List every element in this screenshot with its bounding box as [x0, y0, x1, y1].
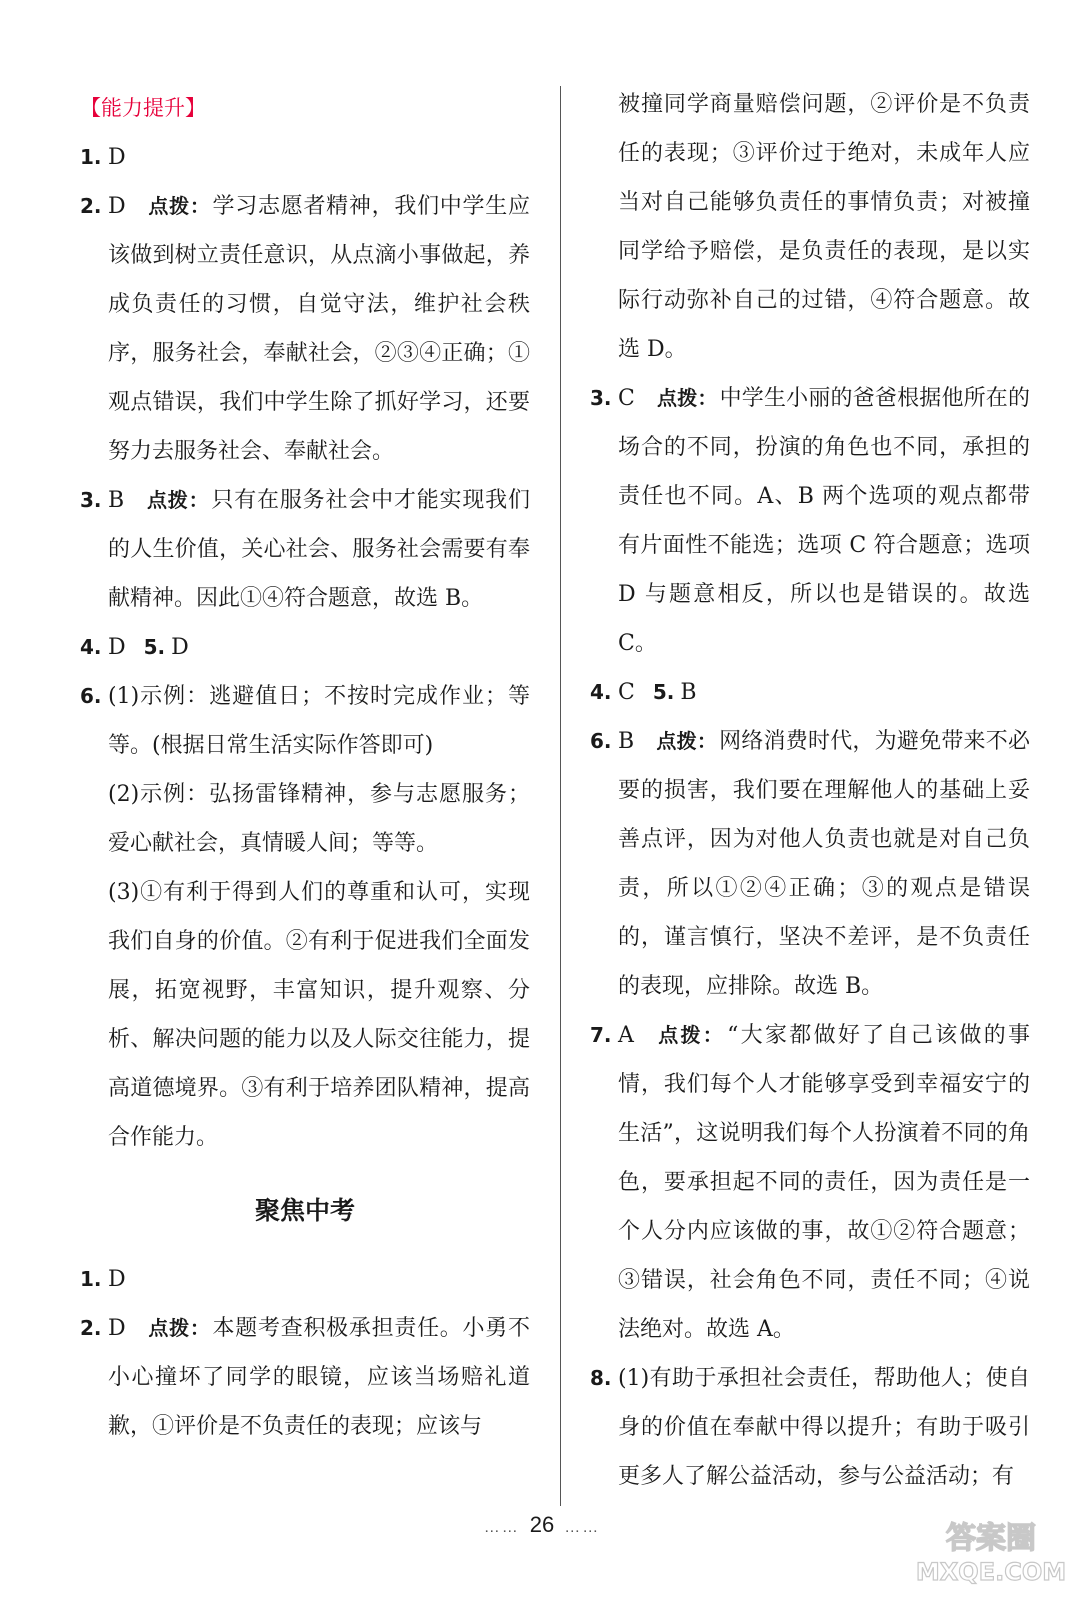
- item-number: 6.: [80, 684, 102, 708]
- item-answer: B: [680, 680, 697, 705]
- answer-item: [590, 1011, 1030, 1354]
- item-number: 4.: [590, 680, 612, 704]
- item-answer: D: [108, 635, 126, 660]
- item-explanation: 本题考查积极承担责任。小勇不小心撞坏了同学的眼镜，应该当场赔礼道歉，①评价是不负责任的表现；应该与: [108, 1316, 530, 1439]
- footer-dots-right: ……: [564, 1519, 601, 1536]
- item-explanation: (1)示例：逃避值日；不按时完成作业；等等。(根据日常生活实际作答即可): [108, 684, 530, 758]
- answer-item: [80, 1255, 530, 1304]
- tip-label: 点拨：: [656, 729, 718, 753]
- item-answer: C: [618, 386, 635, 411]
- item-answer: D: [171, 635, 189, 660]
- item-explanation: “大家都做好了自己该做的事情，我们每个人才能够享受到幸福安宁的生活”，这说明我们每个人扮演着不同的角色，要承担起不同的责任，因为责任是一个人分内应该做的事，故①②符合题意；③错误，社会角色不同，责任不同；④说法绝对。故选 A。: [618, 1023, 1031, 1342]
- page-number: 26: [529, 1512, 555, 1537]
- item-number: 2.: [80, 194, 102, 218]
- section-heading-ability: 【能力提升】: [80, 96, 206, 120]
- right-column: [590, 80, 1030, 1501]
- item-answer: D: [108, 1316, 126, 1341]
- item-number: 4.: [80, 635, 102, 659]
- item-number: 3.: [590, 386, 612, 410]
- item-answer: C: [618, 680, 635, 705]
- tip-label: 点拨：: [656, 386, 718, 410]
- tip-label: 点拨：: [146, 488, 210, 512]
- answer-continuation: 被撞同学商量赔偿问题，②评价是不负责任的表现；③评价过于绝对，未成年人应当对自己能够负责任的事情负责；对被撞同学给予赔偿，是负责任的表现，是以实际行动弥补自己的过错，④符合题意。故选 D。: [618, 92, 1030, 362]
- left-column: [80, 84, 530, 1451]
- item-number: 8.: [590, 1366, 612, 1390]
- answer-item: [80, 623, 530, 672]
- answer-item: [80, 1304, 530, 1451]
- answer-item: [590, 374, 1030, 668]
- item-explanation: 学习志愿者精神，我们中学生应该做到树立责任意识，从点滴小事做起，养成负责任的习惯，自觉守法，维护社会秩序，服务社会，奉献社会，②③④正确；①观点错误，我们中学生除了抓好学习，还要努力去服务社会、奉献社会。: [108, 194, 530, 464]
- item-explanation: 网络消费时代，为避免带来不必要的损害，我们要在理解他人的基础上妥善点评，因为对他人负责也就是对自己负责，所以①②④正确；③的观点是错误的，谨言慎行，坚决不差评，是不负责任的表现，应排除。故选 B。: [618, 729, 1030, 999]
- item-explanation: 中学生小丽的爸爸根据他所在的场合的不同，扮演的角色也不同，承担的责任也不同。A、B 两个选项的观点都带有片面性不能选；选项 C 符合题意；选项 D 与题意相反，所以也是错误的。故选 C。: [618, 386, 1030, 656]
- item-explanation: 只有在服务社会中才能实现我们的人生价值，关心社会、服务社会需要有奉献精神。因此①④符合题意，故选 B。: [108, 488, 530, 611]
- item-answer: D: [108, 194, 126, 219]
- answer-item: [590, 668, 1030, 717]
- item-number: 1.: [80, 145, 102, 169]
- tip-label: 点拨：: [655, 1023, 726, 1047]
- tip-label: 点拨：: [147, 1316, 211, 1340]
- item-number: 6.: [590, 729, 612, 753]
- item-answer: B: [108, 488, 125, 513]
- column-divider: [560, 86, 561, 1506]
- item-number: 5.: [652, 680, 675, 704]
- watermark-text-bottom: MXQE.COM: [916, 1558, 1066, 1586]
- section-title-exam-focus: 聚焦中考: [254, 1196, 355, 1225]
- item-answer: D: [108, 1267, 126, 1292]
- answer-paragraph: (3)①有利于得到人们的尊重和认可，实现我们自身的价值。②有利于促进我们全面发展，拓宽视野，丰富知识，提升观察、分析、解决问题的能力以及人际交往能力，提高道德境界。③有利于培养团队精神，提高合作能力。: [108, 880, 530, 1150]
- answer-paragraph: (2)示例：弘扬雷锋精神，参与志愿服务；爱心献社会，真情暖人间；等等。: [108, 782, 530, 856]
- footer-dots-left: ……: [483, 1519, 520, 1536]
- answer-item: [80, 672, 530, 770]
- item-number: 5.: [143, 635, 166, 659]
- item-answer: D: [108, 145, 126, 170]
- item-number: 3.: [80, 488, 102, 512]
- item-explanation: (1)有助于承担社会责任，帮助他人；使自身的价值在奉献中得以提升；有助于吸引更多人了解公益活动，参与公益活动；有: [618, 1366, 1030, 1489]
- item-number: 2.: [80, 1316, 102, 1340]
- answer-item: [80, 182, 530, 476]
- item-number: 1.: [80, 1267, 102, 1291]
- watermark-text-top: 答案圈: [946, 1521, 1036, 1556]
- answer-item: [590, 1354, 1030, 1501]
- answer-item: [80, 133, 530, 182]
- item-number: 7.: [590, 1023, 612, 1047]
- answer-item: [590, 717, 1030, 1011]
- item-answer: B: [618, 729, 635, 754]
- tip-label: 点拨：: [147, 194, 211, 218]
- watermark-logo: [916, 1510, 1066, 1590]
- item-answer: A: [618, 1023, 634, 1048]
- answer-item: [80, 476, 530, 623]
